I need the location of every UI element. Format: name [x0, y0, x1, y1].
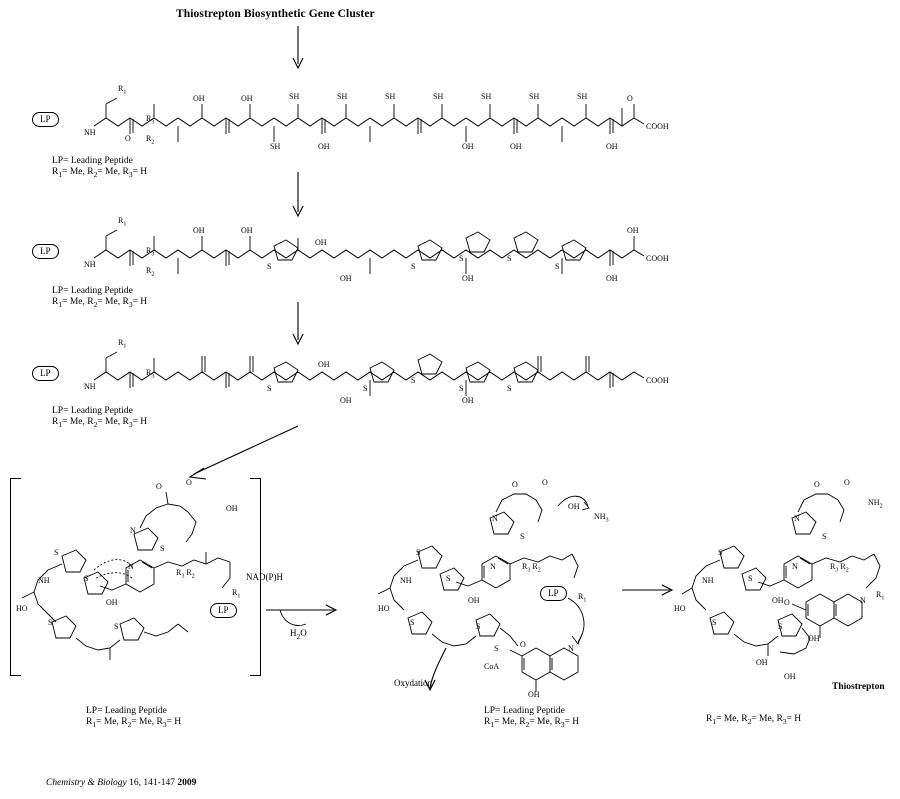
reaction-arrow-final	[620, 578, 686, 602]
source-caption	[46, 778, 196, 788]
leading-peptide-box-1: LP	[32, 112, 59, 127]
label-o-panel3-b: O	[844, 478, 850, 487]
legend-3-line1: LP= Leading Peptide	[52, 406, 133, 416]
legend-4	[86, 706, 181, 730]
label-s-panel2-d: S	[410, 618, 415, 627]
label-ho-panel1-a: HO	[16, 604, 28, 613]
label-nh3-panel2: $NH_3$	[594, 512, 609, 524]
label-s-panel3-a: S	[822, 532, 827, 541]
label-sh-row1-h: SH	[270, 142, 281, 151]
label-n-panel1-a: N	[130, 526, 136, 535]
label-s-panel2-b: S	[416, 548, 421, 557]
label-n-panel2-a: N	[492, 514, 498, 523]
label-oh-panel1-a: OH	[226, 504, 238, 513]
label-oh-panel3-d: OH	[756, 658, 768, 667]
label-o-panel1-a: O	[156, 482, 162, 491]
label-sh-row1-f: SH	[529, 92, 540, 101]
label-oh-row1-b: OH	[241, 94, 253, 103]
label-s-panel3-b: S	[718, 548, 723, 557]
leading-peptide-box-5: LP	[540, 586, 567, 601]
label-s-row2-b: S	[411, 262, 416, 271]
label-s-row2-a: S	[267, 262, 272, 271]
label-r3-row1: $R_3$	[146, 114, 155, 126]
label-nh-row3: NH	[84, 382, 96, 391]
label-oh-row1-a: OH	[193, 94, 205, 103]
legend-1-line1: LP= Leading Peptide	[52, 156, 133, 166]
label-sh-row1-c: SH	[385, 92, 396, 101]
reaction-arrow-1	[288, 24, 312, 72]
label-s-row3-e: S	[507, 384, 512, 393]
label-s-panel2-a: S	[520, 532, 525, 541]
label-s-row2-d: S	[507, 254, 512, 263]
label-s-panel1-a: S	[160, 544, 165, 553]
legend-5-line1: LP= Leading Peptide	[484, 706, 565, 716]
legend-6-line2: $R_1= Me$, $R_2= Me$, $R_3= H$	[706, 714, 802, 726]
label-r2-row1: $R_2$	[146, 134, 155, 146]
label-s-panel3-c: S	[748, 574, 753, 583]
label-oh-row2-d: OH	[340, 274, 352, 283]
label-oxydation: Oxydation	[394, 678, 432, 688]
label-water: $H_2O$	[290, 628, 307, 641]
label-nh-row1: NH	[84, 128, 96, 137]
reaction-arrow-nadph	[262, 584, 354, 640]
label-oh-panel1-b: OH	[106, 598, 118, 607]
label-oh-row1-e: OH	[510, 142, 522, 151]
label-s-panel1-e: S	[114, 622, 119, 631]
leading-peptide-box-3: LP	[32, 366, 59, 381]
legend-2-line1: LP= Leading Peptide	[52, 286, 133, 296]
caption-journal: Chemistry & Biology	[46, 778, 127, 788]
label-oh-panel2-b: OH	[468, 596, 480, 605]
label-s-panel1-b: S	[54, 548, 59, 557]
label-oh-row1-d: OH	[462, 142, 474, 151]
label-cooh-row3: COOH	[646, 376, 669, 385]
label-oh-panel3-b: OH	[772, 596, 784, 605]
label-s-panel2-e: S	[476, 622, 481, 631]
label-sh-row1-b: SH	[337, 92, 348, 101]
label-s-panel3-e: S	[778, 622, 783, 631]
label-oh-row1-f: OH	[606, 142, 618, 151]
label-oh-panel2-a: OH	[568, 502, 580, 511]
label-nh-row2: NH	[84, 260, 96, 269]
label-nh2-panel3: $NH_2$	[868, 498, 883, 510]
page-title: Thiostrepton Biosynthetic Gene Cluster	[176, 8, 375, 20]
product-label: Thiostrepton	[832, 682, 885, 692]
label-s-row2-e: S	[555, 262, 560, 271]
label-n-panel2-b: N	[490, 562, 496, 571]
label-o-panel2-c: O	[520, 640, 526, 649]
label-r1-panel2: $R_1$	[578, 592, 587, 604]
label-r1-row3: $R_1$	[118, 338, 127, 350]
legend-3	[52, 406, 147, 430]
label-s-row3-c: S	[411, 376, 416, 385]
caption-volume-pages: 16, 141-147	[129, 778, 176, 788]
label-r3r2-panel3: $R_3$ $R_2$	[830, 562, 849, 574]
label-s-panel2-c: S	[446, 574, 451, 583]
label-oh-row2-e: OH	[462, 274, 474, 283]
legend-2	[52, 286, 147, 310]
label-r3r2-panel2: $R_3$ $R_2$	[522, 562, 541, 574]
label-nh-panel2-a: NH	[400, 576, 412, 585]
label-r3-row2: $R_3$	[146, 246, 155, 258]
label-coa-panel2: CoA	[484, 662, 500, 671]
leading-peptide-box-2: LP	[32, 244, 59, 259]
label-o-row1-a: O	[125, 134, 131, 143]
row-2-thiazoline-peptide	[22, 216, 669, 295]
legend-3-line2: $R_1= Me$, $R_2= Me$, $R_3= H$	[52, 417, 148, 429]
label-o-panel3-a: O	[814, 480, 820, 489]
leading-peptide-box-4: LP	[210, 603, 237, 618]
label-cooh-row1: COOH	[646, 122, 669, 131]
legend-1-line2: $R_1= Me$, $R_2= Me$, $R_3= H$	[52, 167, 148, 179]
label-oh-panel3-c: OH	[808, 634, 820, 643]
label-s-panel1-d: S	[48, 618, 53, 627]
label-r3-row3: $R_3$	[146, 368, 155, 380]
label-sh-row1-a: SH	[289, 92, 300, 101]
reaction-arrow-2	[288, 170, 312, 222]
label-r1-row2: $R_1$	[118, 216, 127, 228]
label-o-panel2-a: O	[512, 480, 518, 489]
label-sh-row1-e: SH	[481, 92, 492, 101]
label-o-panel3-ester: O	[784, 598, 790, 607]
caption-year: 2009	[177, 778, 197, 788]
label-r1-panel3: $R_1$	[876, 590, 885, 602]
label-ho-panel2-a: HO	[378, 604, 390, 613]
label-oh-row2-term: OH	[627, 226, 639, 235]
label-sh-row1-d: SH	[433, 92, 444, 101]
label-oh-row3-b: OH	[340, 396, 352, 405]
label-o-row1-term: O	[627, 94, 633, 103]
label-r2-row2: $R_2$	[146, 266, 155, 278]
label-n-panel3-a: N	[794, 514, 800, 523]
label-oh-row2-a: OH	[193, 226, 205, 235]
legend-5-line2: $R_1= Me$, $R_2= Me$, $R_3= H$	[484, 717, 580, 729]
label-oh-row1-c: OH	[318, 142, 330, 151]
label-r1-panel1: $R_1$	[232, 588, 241, 600]
label-oh-row3-a: OH	[318, 360, 330, 369]
label-s-panel2-thioester: S	[494, 644, 499, 653]
label-s-row3-d: S	[459, 384, 464, 393]
label-s-panel3-d: S	[712, 618, 717, 627]
label-oh-row3-c: OH	[462, 396, 474, 405]
label-r1-row1: $R_1$	[118, 84, 127, 96]
label-nadph: NAD(P)H	[246, 572, 283, 582]
label-cooh-row2: COOH	[646, 254, 669, 263]
label-sh-row1-g: SH	[577, 92, 588, 101]
label-ho-panel3-a: HO	[674, 604, 686, 613]
label-s-row3-b: S	[363, 384, 368, 393]
label-oh-row2-f: OH	[606, 274, 618, 283]
label-oh-panel3-e: OH	[784, 672, 796, 681]
label-n-panel3-b: N	[792, 562, 798, 571]
label-oh-panel2-c: OH	[528, 690, 540, 699]
label-n-panel2-c: N	[568, 644, 574, 653]
label-s-panel1-c: S	[84, 574, 89, 583]
legend-2-line2: $R_1= Me$, $R_2= Me$, $R_3= H$	[52, 297, 148, 309]
legend-1	[52, 156, 147, 180]
label-n-panel1-b: N	[128, 562, 134, 571]
label-r3r2-panel1: $R_3$ $R_2$	[176, 568, 195, 580]
legend-4-line1: LP= Leading Peptide	[86, 706, 167, 716]
legend-6	[706, 714, 801, 727]
label-s-row2-c: S	[459, 254, 464, 263]
label-nh-panel3-a: NH	[702, 576, 714, 585]
label-nh-panel1-a: NH	[38, 576, 50, 585]
legend-4-line2: $R_1= Me$, $R_2= Me$, $R_3= H$	[86, 717, 182, 729]
legend-5	[484, 706, 579, 730]
reaction-arrow-4-diagonal	[180, 424, 310, 484]
label-oh-row2-b: OH	[241, 226, 253, 235]
label-o-panel1-b: O	[186, 478, 192, 487]
label-oh-row2-c: OH	[315, 238, 327, 247]
label-n-panel3-c: N	[860, 596, 866, 605]
label-s-row3-a: S	[267, 384, 272, 393]
macrocycle-1-skeleton	[16, 482, 252, 674]
label-o-panel2-b: O	[542, 478, 548, 487]
row-1-linear-peptide	[22, 84, 669, 163]
